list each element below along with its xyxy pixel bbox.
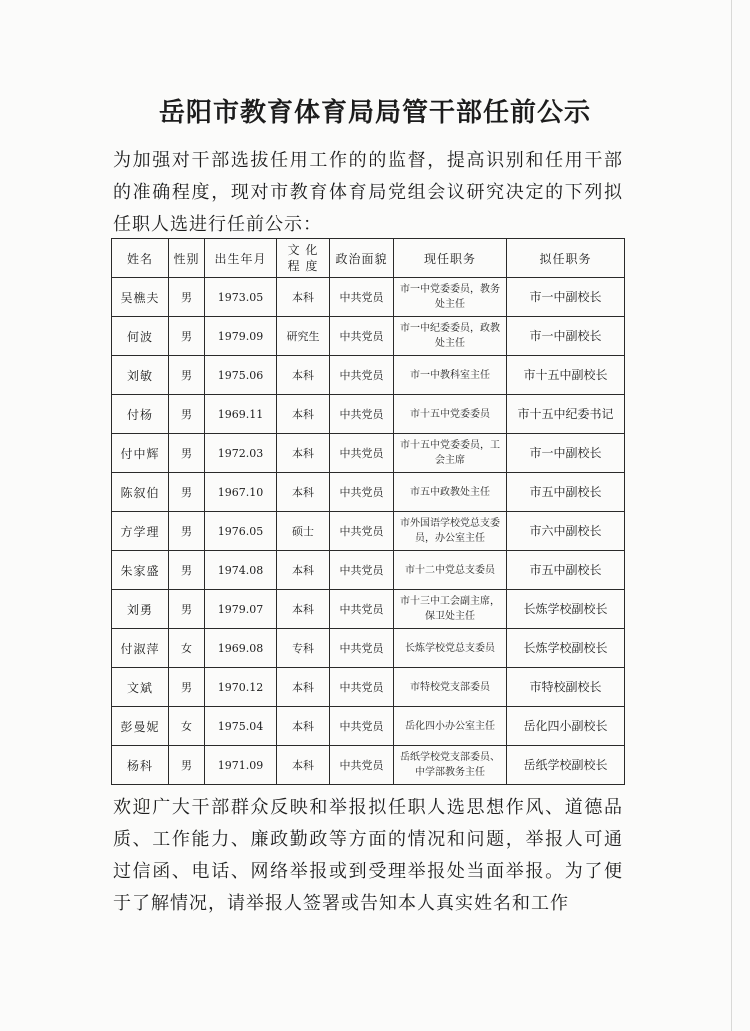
table-row (112, 356, 625, 395)
cell-proposed-position: 市六中副校长 (507, 512, 625, 551)
table-row (112, 668, 625, 707)
cell-political-status: 中共党员 (330, 629, 394, 668)
cell-political-status: 中共党员 (330, 395, 394, 434)
cell-current-position: 长炼学校党总支委员 (394, 629, 507, 668)
cell-political-status: 中共党员 (330, 512, 394, 551)
cell-education: 本科 (277, 746, 330, 785)
cell-current-position: 市十二中党总支委员 (394, 551, 507, 590)
cell-gender: 男 (169, 317, 205, 356)
cell-proposed-position: 岳纸学校副校长 (507, 746, 625, 785)
cell-current-position: 市十三中工会副主席，保卫处主任 (394, 590, 507, 629)
cell-political-status: 中共党员 (330, 278, 394, 317)
candidate-table (111, 238, 625, 785)
cell-gender: 男 (169, 356, 205, 395)
cell-birth: 1971.09 (205, 746, 277, 785)
cell-birth: 1970.12 (205, 668, 277, 707)
cell-current-position: 岳化四小办公室主任 (394, 707, 507, 746)
cell-birth: 1976.05 (205, 512, 277, 551)
table-row (112, 707, 625, 746)
cell-gender: 女 (169, 629, 205, 668)
cell-proposed-position: 市一中副校长 (507, 434, 625, 473)
cell-name: 刘敏 (112, 356, 169, 395)
header-name: 姓名 (112, 239, 169, 278)
cell-education: 专科 (277, 629, 330, 668)
cell-birth: 1972.03 (205, 434, 277, 473)
cell-gender: 男 (169, 395, 205, 434)
cell-proposed-position: 市一中副校长 (507, 278, 625, 317)
cell-name: 付淑萍 (112, 629, 169, 668)
table-row (112, 317, 625, 356)
cell-political-status: 中共党员 (330, 434, 394, 473)
cell-birth: 1967.10 (205, 473, 277, 512)
cell-education: 本科 (277, 278, 330, 317)
outro-paragraph: 欢迎广大干部群众反映和举报拟任职人选思想作风、道德品质、工作能力、廉政勤政等方面的情况和问题，举报人可通过信函、电话、网络举报或到受理举报处当面举报。为了便于了解情况，请举报人签署或告知本人真实姓名和工作 (113, 797, 623, 914)
table-row (112, 629, 625, 668)
cell-proposed-position: 长炼学校副校长 (507, 629, 625, 668)
table-row (112, 590, 625, 629)
cell-birth: 1975.06 (205, 356, 277, 395)
cell-gender: 男 (169, 473, 205, 512)
document-title: 岳阳市教育体育局局管干部任前公示 (158, 98, 591, 128)
cell-name: 文斌 (112, 668, 169, 707)
cell-current-position: 岳纸学校党支部委员、中学部教务主任 (394, 746, 507, 785)
cell-proposed-position: 市五中副校长 (507, 473, 625, 512)
cell-current-position: 市外国语学校党总支委员，办公室主任 (394, 512, 507, 551)
cell-education: 硕士 (277, 512, 330, 551)
cell-political-status: 中共党员 (330, 317, 394, 356)
table-row (112, 395, 625, 434)
cell-current-position: 市特校党支部委员 (394, 668, 507, 707)
header-political-status: 政治面貌 (330, 239, 394, 278)
cell-current-position: 市一中党委委员，教务处主任 (394, 278, 507, 317)
header-proposed-position: 拟任职务 (507, 239, 625, 278)
cell-proposed-position: 市一中副校长 (507, 317, 625, 356)
cell-education: 本科 (277, 473, 330, 512)
table-row (112, 512, 625, 551)
cell-birth: 1975.04 (205, 707, 277, 746)
cell-name: 陈叙伯 (112, 473, 169, 512)
cell-proposed-position: 市十五中副校长 (507, 356, 625, 395)
cell-gender: 男 (169, 551, 205, 590)
header-gender: 性别 (169, 239, 205, 278)
cell-name: 付杨 (112, 395, 169, 434)
cell-birth: 1969.08 (205, 629, 277, 668)
cell-proposed-position: 市十五中纪委书记 (507, 395, 625, 434)
cell-political-status: 中共党员 (330, 473, 394, 512)
cell-gender: 男 (169, 434, 205, 473)
cell-birth: 1974.08 (205, 551, 277, 590)
cell-birth: 1979.09 (205, 317, 277, 356)
cell-birth: 1979.07 (205, 590, 277, 629)
cell-education: 本科 (277, 356, 330, 395)
header-current-position: 现任职务 (394, 239, 507, 278)
cell-political-status: 中共党员 (330, 668, 394, 707)
cell-current-position: 市十五中党委委员 (394, 395, 507, 434)
cell-name: 吴樵夫 (112, 278, 169, 317)
cell-education: 本科 (277, 395, 330, 434)
cell-birth: 1973.05 (205, 278, 277, 317)
cell-proposed-position: 长炼学校副校长 (507, 590, 625, 629)
intro-paragraph: 为加强对干部选拔任用工作的的监督，提高识别和任用干部的准确程度，现对市教育体育局党组会议研究决定的下列拟任职人选进行任前公示： (113, 150, 623, 235)
cell-name: 彭曼妮 (112, 707, 169, 746)
cell-gender: 男 (169, 278, 205, 317)
table-row (112, 473, 625, 512)
cell-name: 朱家盛 (112, 551, 169, 590)
cell-gender: 男 (169, 512, 205, 551)
cell-education: 本科 (277, 707, 330, 746)
cell-education: 本科 (277, 551, 330, 590)
header-birth: 出生年月 (205, 239, 277, 278)
cell-political-status: 中共党员 (330, 707, 394, 746)
cell-proposed-position: 岳化四小副校长 (507, 707, 625, 746)
cell-education: 本科 (277, 434, 330, 473)
cell-name: 刘勇 (112, 590, 169, 629)
cell-current-position: 市十五中党委委员，工会主席 (394, 434, 507, 473)
cell-gender: 男 (169, 668, 205, 707)
cell-name: 方学理 (112, 512, 169, 551)
table-header-row (112, 239, 625, 278)
cell-political-status: 中共党员 (330, 746, 394, 785)
cell-current-position: 市一中教科室主任 (394, 356, 507, 395)
cell-education: 本科 (277, 668, 330, 707)
cell-political-status: 中共党员 (330, 356, 394, 395)
cell-current-position: 市五中政教处主任 (394, 473, 507, 512)
cell-political-status: 中共党员 (330, 590, 394, 629)
cell-education: 本科 (277, 590, 330, 629)
table-row (112, 746, 625, 785)
cell-name: 何波 (112, 317, 169, 356)
cell-gender: 男 (169, 590, 205, 629)
cell-name: 杨科 (112, 746, 169, 785)
cell-education: 研究生 (277, 317, 330, 356)
cell-gender: 男 (169, 746, 205, 785)
cell-current-position: 市一中纪委委员，政教处主任 (394, 317, 507, 356)
table-row (112, 551, 625, 590)
table-row (112, 434, 625, 473)
header-education: 文 化 程 度 (277, 239, 330, 278)
cell-proposed-position: 市特校副校长 (507, 668, 625, 707)
cell-name: 付中辉 (112, 434, 169, 473)
table-row (112, 278, 625, 317)
cell-proposed-position: 市五中副校长 (507, 551, 625, 590)
cell-political-status: 中共党员 (330, 551, 394, 590)
cell-birth: 1969.11 (205, 395, 277, 434)
cell-gender: 女 (169, 707, 205, 746)
page-edge-line (731, 0, 732, 1031)
